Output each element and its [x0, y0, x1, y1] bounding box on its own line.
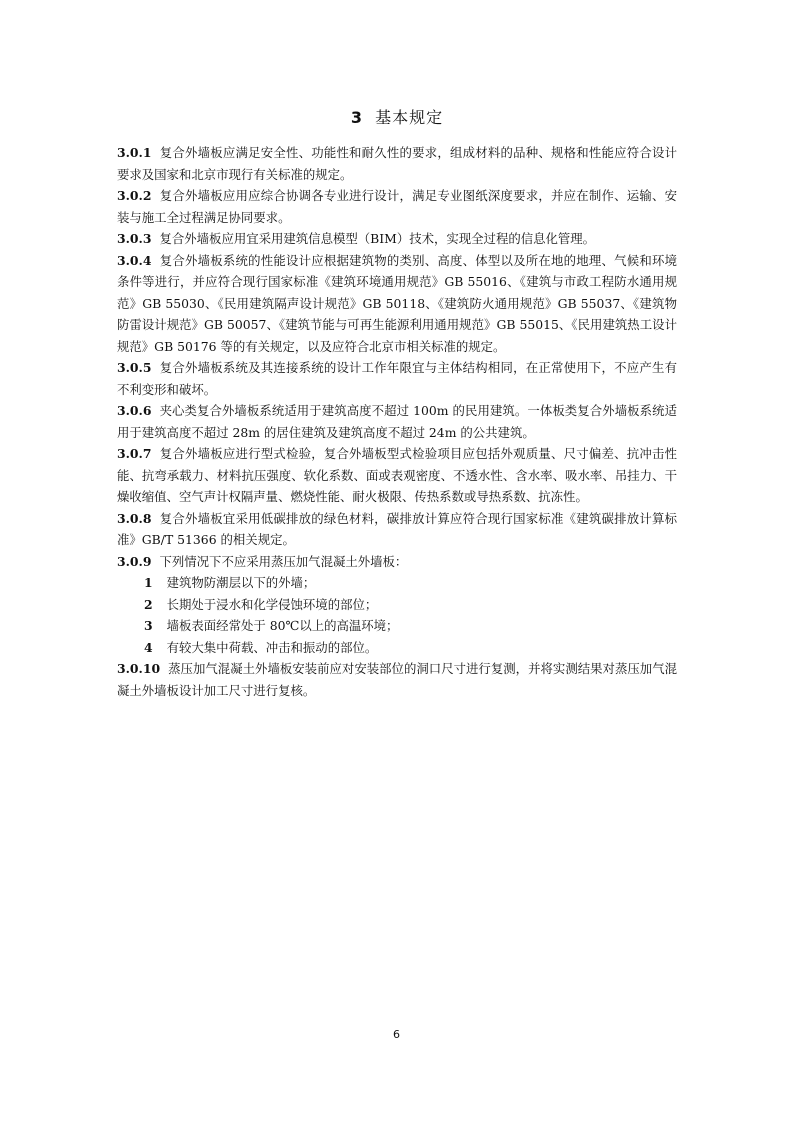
clause-number: 3.0.3 — [117, 231, 152, 246]
list-item-number: 1 — [144, 575, 153, 590]
clause-number: 3.0.9 — [117, 553, 152, 569]
clause-number: 3.0.5 — [117, 360, 152, 375]
clause-number: 3.0.10 — [117, 661, 161, 676]
clause-text: 复合外墙板应进行型式检验，复合外墙板型式检验项目应包括外观质量、尺寸偏差、抗冲击性能、抗弯承载力、材料抗压强度、软化系数、面或表观密度、不透水性、含水率、吸水率、吊挂力、干燥收缩值、空气声计权隔声量、燃烧性能、耐火极限、传热系数或导热系数、抗冻性。 — [117, 446, 677, 504]
clause-text: 复合外墙板应满足安全性、功能性和耐久性的要求，组成材料的品种、规格和性能应符合设计要求及国家和北京市现行有关标准的规定。 — [117, 145, 677, 182]
list-item-number: 3 — [144, 618, 153, 633]
list-item-text: 长期处于浸水和化学侵蚀环境的部位； — [166, 596, 378, 612]
clause-text: 复合外墙板系统及其连接系统的设计工作年限宜与主体结构相同，在正常使用下，不应产生有不利变形和破坏。 — [117, 360, 677, 397]
list-item — [117, 572, 677, 594]
list-item — [117, 594, 677, 616]
clause — [117, 400, 677, 443]
clause — [117, 658, 677, 701]
clause-number: 3.0.4 — [117, 252, 152, 268]
list-item-text: 墙板表面经常处于 80℃以上的高温环境； — [166, 618, 399, 633]
list-item-number: 2 — [144, 596, 153, 612]
clause — [117, 508, 677, 551]
clause — [117, 142, 677, 185]
document-page — [117, 105, 677, 701]
list-item — [117, 615, 677, 637]
clause — [117, 250, 677, 358]
clause-text: 复合外墙板宜采用低碳排放的绿色材料，碳排放计算应符合现行国家标准《建筑碳排放计算标准》GB/T 51366 的相关规定。 — [117, 510, 677, 547]
page-number: 6 — [393, 1028, 400, 1041]
list-item — [117, 637, 677, 659]
clause — [117, 228, 677, 250]
clause-number: 3.0.8 — [117, 510, 152, 526]
clause-number: 3.0.1 — [117, 145, 152, 160]
clause-number: 3.0.2 — [117, 188, 152, 203]
clause-text: 下列情况下不应采用蒸压加气混凝土外墙板： — [159, 553, 408, 569]
section-title-text: 基本规定 — [375, 108, 444, 127]
clause-number: 3.0.7 — [117, 446, 152, 461]
list-item-number: 4 — [144, 639, 153, 655]
list-item-text: 建筑物防潮层以下的外墙； — [166, 575, 316, 590]
clause-number: 3.0.6 — [117, 403, 152, 418]
clause-text: 复合外墙板系统的性能设计应根据建筑物的类别、高度、体型以及所在地的地理、气候和环境条件等进行，并应符合现行国家标准《建筑环境通用规范》GB 55016、《建筑与市政工程防水通用规范》GB 55030、《民用建筑隔声设计规范》GB 50118、《建筑防火通用规范》GB 55037、《建筑物防雷设计规范》GB 50057、《建筑节能与可再生能源利用通用规范》GB 55015、《民用建筑热工设计规范》GB 50176 等的有关规定，以及应符合北京市相关标准的规定。 — [117, 252, 677, 354]
clause-text: 复合外墙板应用宜采用建筑信息模型（BIM）技术，实现全过程的信息化管理。 — [159, 231, 596, 246]
list-item-text: 有较大集中荷载、冲击和振动的部位。 — [166, 639, 378, 655]
clause-text: 复合外墙板应用应综合协调各专业进行设计，满足专业图纸深度要求，并应在制作、运输、安装与施工全过程满足协同要求。 — [117, 188, 677, 225]
clause — [117, 551, 677, 573]
clause — [117, 185, 677, 228]
section-number: 3 — [350, 108, 364, 127]
clause-text: 夹心类复合外墙板系统适用于建筑高度不超过 100m 的民用建筑。一体板类复合外墙板系统适用于建筑高度不超过 28m 的居住建筑及建筑高度不超过 24m 的公共建筑。 — [117, 403, 677, 440]
clause — [117, 443, 677, 508]
section-title — [117, 105, 677, 128]
clause — [117, 357, 677, 400]
clause-text: 蒸压加气混凝土外墙板安装前应对安装部位的洞口尺寸进行复测，并将实测结果对蒸压加气混凝土外墙板设计加工尺寸进行复核。 — [117, 661, 677, 698]
